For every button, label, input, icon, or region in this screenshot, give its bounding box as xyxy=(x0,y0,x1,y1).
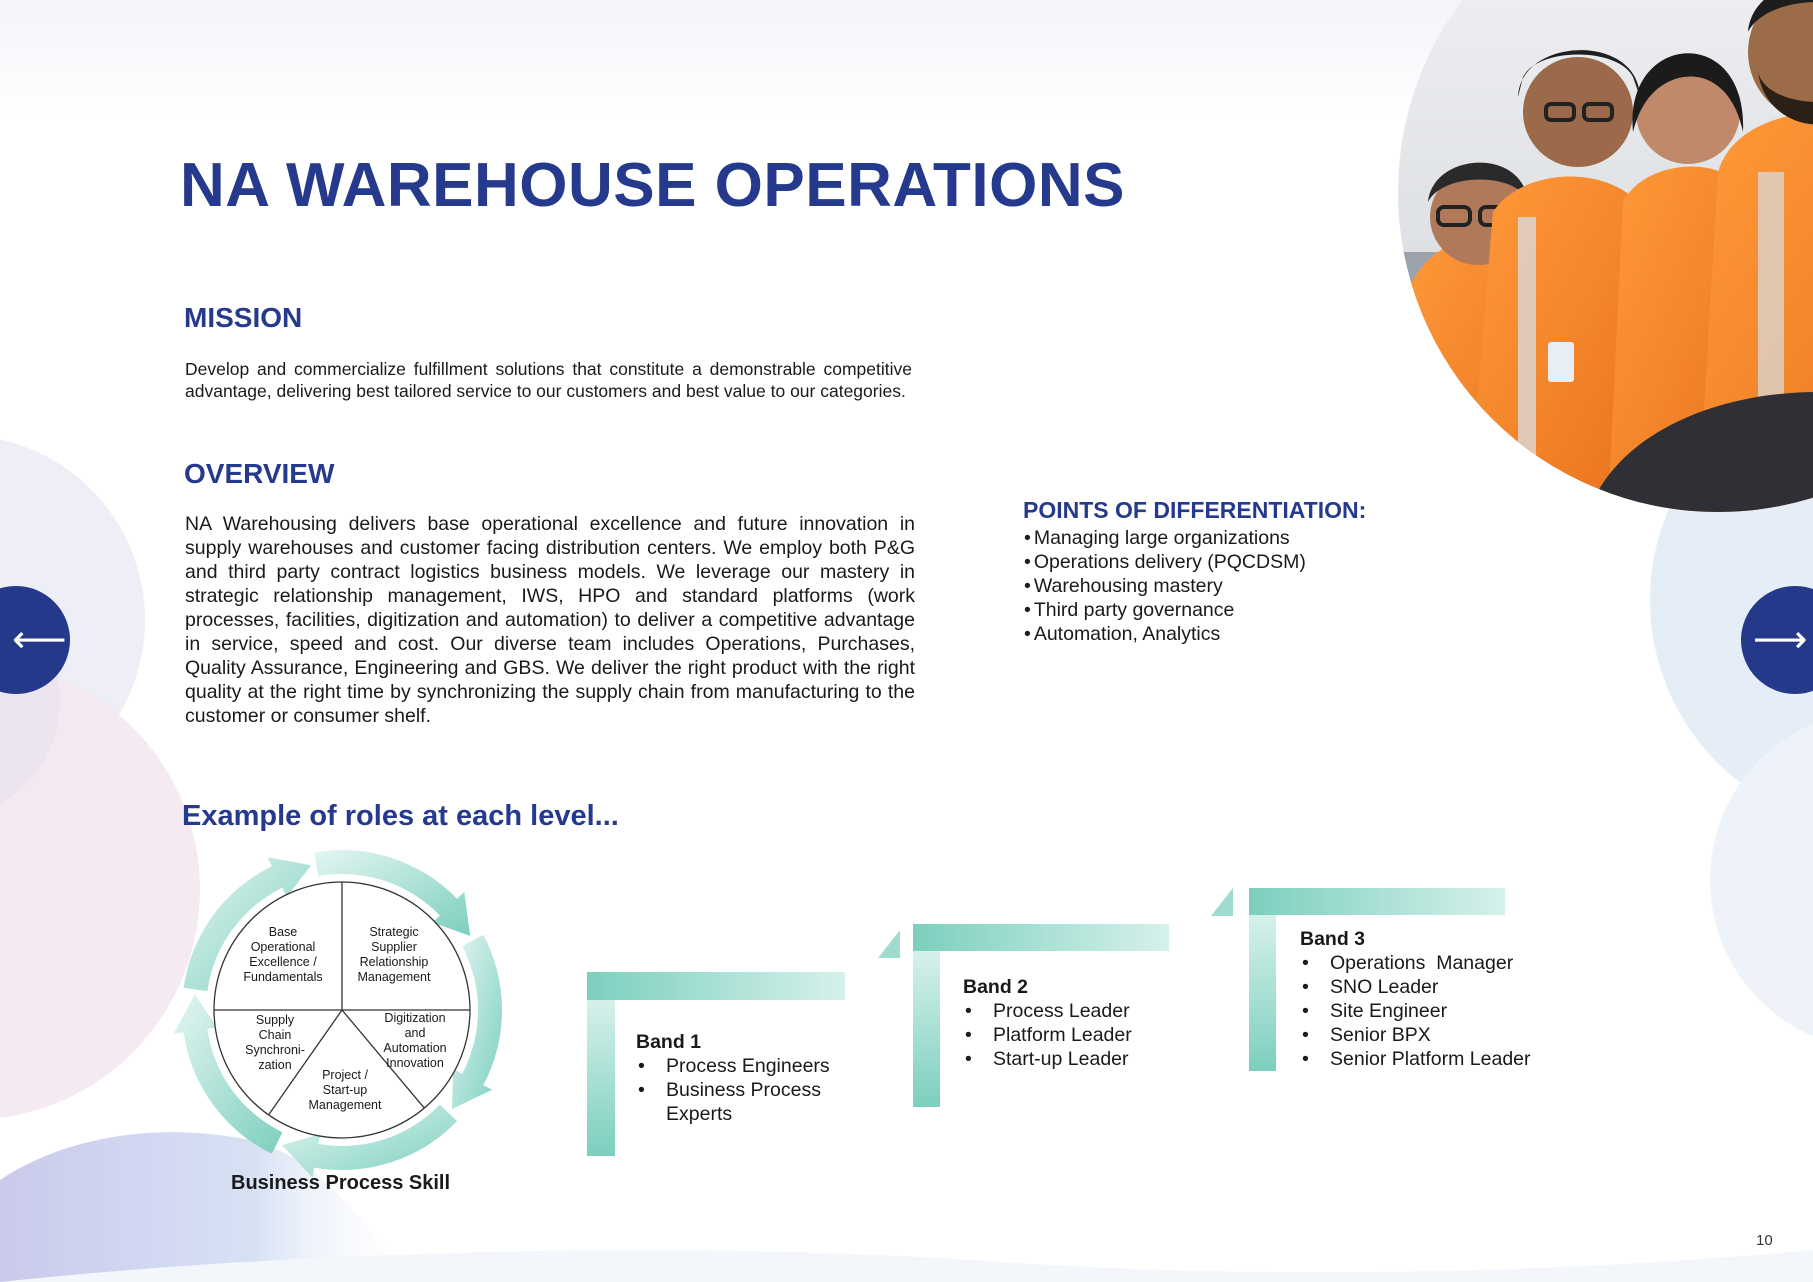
list-item: • Senior Platform Leader xyxy=(1300,1047,1531,1071)
mission-heading: MISSION xyxy=(184,302,303,333)
team-photo xyxy=(1398,0,1813,512)
list-item: • Start-up Leader xyxy=(963,1047,1132,1071)
overview-heading: OVERVIEW xyxy=(184,458,335,489)
right-arrow-icon: ⟶ xyxy=(1753,617,1808,662)
wheel-segment-strategic-supplier-relationship: Strategic Supplier Relationship Management xyxy=(357,925,431,984)
list-item: • SNO Leader xyxy=(1300,975,1531,999)
points-of-differentiation-list xyxy=(1024,526,1306,646)
list-item: • Warehousing mastery xyxy=(1024,574,1306,598)
overview-text: NA Warehousing delivers base operational excellence and future innovation in supply warehouses and customer facing distribution centers. We employ both P&G and third party contract logistics business models. We leverage our mastery in strategic relationship management, IWS, HPO and standard platforms (work processes, facilities, digitization and automation) to deliver a competitive advantage in service, speed and cost. Our diverse team includes Operations, Purchases, Quality Assurance, Engineering and GBS. We deliver the right product with the right quality at the right time by synchronizing the supply chain from manufacturing to the customer or consumer shelf. xyxy=(185,513,915,727)
band-2-title: Band 2 xyxy=(963,976,1029,998)
wheel-segment-project-startup: Project / Start-up Management xyxy=(308,1068,382,1112)
left-arrow-icon: ⟵ xyxy=(12,617,67,662)
wheel-segment-base-operational-excellence: Base Operational Excellence / Fundamentals xyxy=(243,925,323,984)
band-1 xyxy=(636,1030,846,1126)
list-item: • Process Engineers xyxy=(636,1054,846,1078)
roles-heading: Example of roles at each level... xyxy=(182,800,619,832)
list-item: • Platform Leader xyxy=(963,1023,1132,1047)
band-2 xyxy=(963,975,1132,1071)
list-item: • Third party governance xyxy=(1024,598,1306,622)
band-3-roles xyxy=(1300,951,1531,1071)
business-process-wheel xyxy=(172,838,512,1178)
list-item: • Operations delivery (PQCDSM) xyxy=(1024,550,1306,574)
band-3 xyxy=(1300,927,1531,1071)
mission-text: Develop and commercialize fulfillment solutions that constitute a demonstrable competitive advantage, delivering best tailored service to our customers and best value to our categories. xyxy=(185,359,912,401)
band-1-roles xyxy=(636,1054,846,1126)
wheel-segment-digitization-automation: Digitization and Automation Innovation xyxy=(383,1011,447,1070)
page-title: NA WAREHOUSE OPERATIONS xyxy=(180,151,1126,220)
list-item: • Automation, Analytics xyxy=(1024,622,1306,646)
list-item: • Process Leader xyxy=(963,999,1132,1023)
list-item: • Business Process Experts xyxy=(636,1078,846,1126)
wheel-segment-supply-chain-synchronization: Supply Chain Synchroni- zation xyxy=(245,1013,305,1072)
list-item: • Managing large organizations xyxy=(1024,526,1306,550)
band-1-title: Band 1 xyxy=(636,1031,702,1053)
list-item: • Operations Manager xyxy=(1300,951,1531,975)
band-3-title: Band 3 xyxy=(1300,928,1366,950)
list-item: • Site Engineer xyxy=(1300,999,1531,1023)
list-item: • Senior BPX xyxy=(1300,1023,1531,1047)
points-of-differentiation-heading: POINTS OF DIFFERENTIATION: xyxy=(1023,497,1367,523)
band-2-roles xyxy=(963,999,1132,1071)
page-number: 10 xyxy=(1756,1232,1773,1249)
wheel-caption: Business Process Skill xyxy=(231,1172,451,1194)
